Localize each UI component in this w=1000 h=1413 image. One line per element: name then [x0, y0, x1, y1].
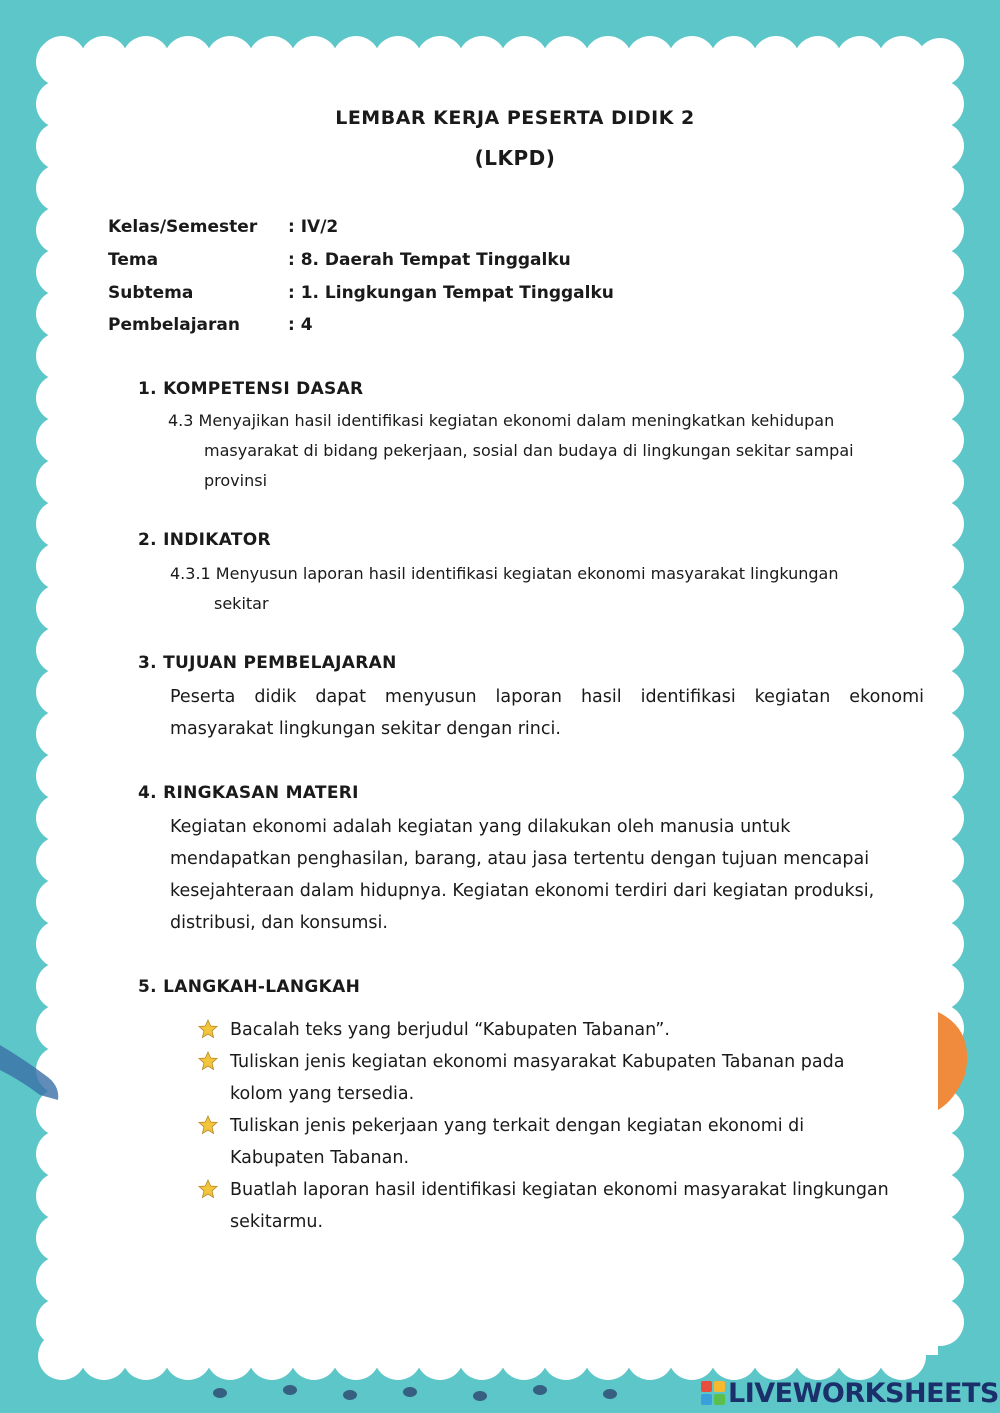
ringkasan-line: mendapatkan penghasilan, barang, atau jasa tertentu dengan tujuan mencapai [170, 849, 870, 869]
meta-label: Tema [108, 250, 159, 270]
meta-tema [108, 250, 571, 270]
meta-value: : IV/2 [288, 217, 339, 237]
meta-value: : 4 [288, 315, 313, 335]
section-heading-ringkasan: 4. RINGKASAN MATERI [138, 783, 359, 803]
step-line: sekitarmu. [230, 1212, 324, 1232]
step-line: Buatlah laporan hasil identifikasi kegiatan ekonomi masyarakat lingkungan [230, 1180, 889, 1200]
kd-line: 4.3 Menyajikan hasil identifikasi kegiatan ekonomi dalam meningkatkan kehidupan [168, 411, 835, 430]
ringkasan-line: kesejahteraan dalam hidupnya. Kegiatan ekonomi terdiri dari kegiatan produksi, [170, 881, 875, 901]
ringkasan-line: Kegiatan ekonomi adalah kegiatan yang dilakukan oleh manusia untuk [170, 817, 791, 837]
liveworksheets-logo-icon [700, 1380, 726, 1406]
kd-line: masyarakat di bidang pekerjaan, sosial dan budaya di lingkungan sekitar sampai [204, 441, 854, 460]
meta-label: Pembelajaran [108, 315, 240, 335]
worksheet-subtitle: (LKPD) [474, 146, 556, 170]
liveworksheets-logo-text: LIVEWORKSHEETS [728, 1377, 999, 1409]
section-heading-tujuan: 3. TUJUAN PEMBELAJARAN [138, 653, 397, 673]
step-line: Kabupaten Tabanan. [230, 1148, 410, 1168]
step-line: Tuliskan jenis pekerjaan yang terkait dengan kegiatan ekonomi di [230, 1116, 805, 1136]
meta-label: Subtema [108, 283, 194, 303]
section-heading-langkah: 5. LANGKAH-LANGKAH [138, 977, 361, 997]
section-heading-kompetensi: 1. KOMPETENSI DASAR [138, 379, 364, 399]
ringkasan-line: distribusi, dan konsumsi. [170, 913, 388, 933]
indikator-line: sekitar [214, 594, 269, 613]
meta-subtema [108, 283, 614, 303]
tujuan-line: Peserta didik dapat menyusun laporan hasil identifikasi kegiatan ekonomi [170, 687, 924, 707]
star-bullet-icon [198, 1051, 218, 1071]
meta-label: Kelas/Semester [108, 217, 258, 237]
tujuan-line: masyarakat lingkungan sekitar dengan rinci. [170, 719, 561, 739]
meta-pembelajaran [108, 315, 313, 335]
section-heading-indikator: 2. INDIKATOR [138, 530, 271, 550]
step-line: Tuliskan jenis kegiatan ekonomi masyarakat Kabupaten Tabanan pada [230, 1052, 845, 1072]
step-line: kolom yang tersedia. [230, 1084, 415, 1104]
kd-line: provinsi [204, 471, 268, 490]
meta-value: : 8. Daerah Tempat Tinggalku [288, 250, 571, 270]
indikator-line: 4.3.1 Menyusun laporan hasil identifikasi kegiatan ekonomi masyarakat lingkungan [170, 564, 839, 583]
star-bullet-icon [198, 1179, 218, 1199]
star-bullet-icon [198, 1019, 218, 1039]
liveworksheets-logo[interactable] [700, 1376, 999, 1410]
star-bullet-icon [198, 1115, 218, 1135]
worksheet-title: LEMBAR KERJA PESERTA DIDIK 2 [335, 107, 695, 129]
meta-kelas [108, 217, 338, 237]
step-line: Bacalah teks yang berjudul “Kabupaten Tabanan”. [230, 1020, 670, 1040]
meta-value: : 1. Lingkungan Tempat Tinggalku [288, 283, 614, 303]
